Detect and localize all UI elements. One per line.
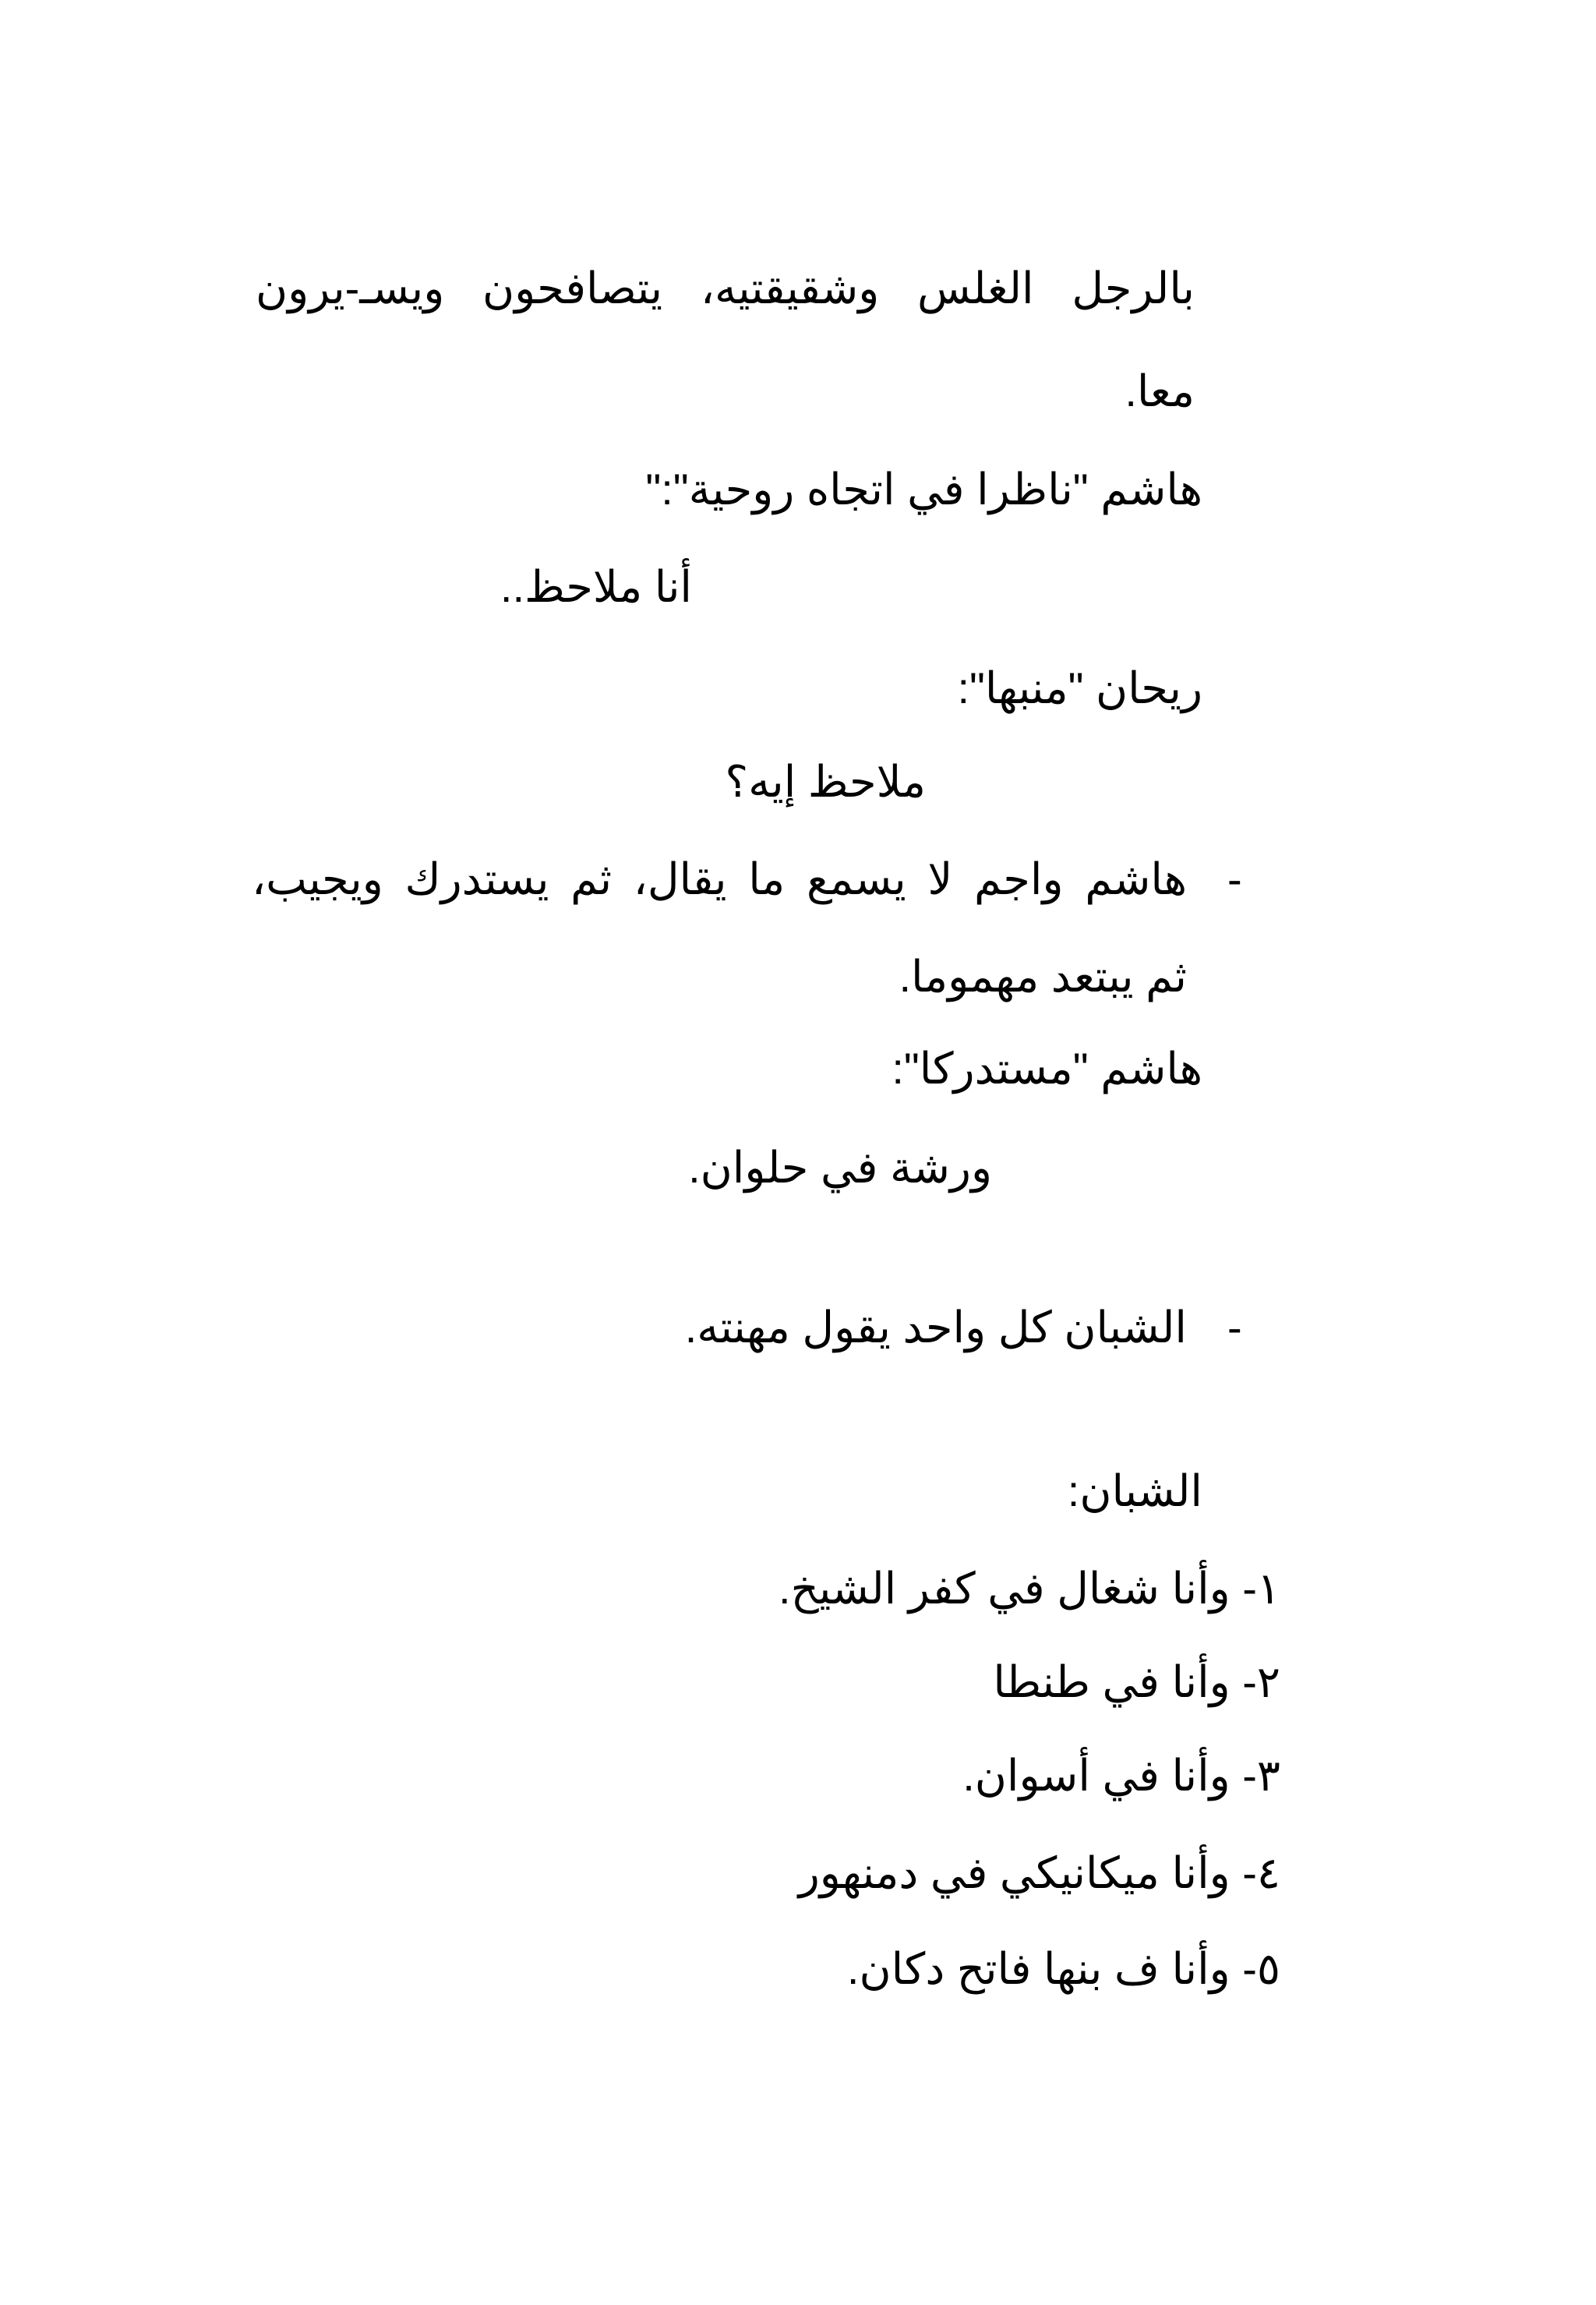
stage-direction-line: الشبان كل واحد يقول مهنته. — [684, 1303, 1187, 1352]
dialogue-line: ورشة في حلوان. — [688, 1143, 992, 1192]
list-dash-marker: - — [1227, 1303, 1242, 1352]
dialogue-line: أنا ملاحظ.. — [500, 562, 692, 611]
list-dash-marker: - — [1227, 854, 1242, 903]
numbered-dialogue-4: ٤- وأنا ميكانيكي في دمنهور — [798, 1848, 1280, 1897]
stage-direction-line-2: معا. — [1125, 366, 1195, 415]
numbered-dialogue-2: ٢- وأنا في طنطا — [993, 1657, 1280, 1706]
numbered-dialogue-3: ٣- وأنا في أسوان. — [962, 1751, 1280, 1800]
stage-direction-line: ثم يبتعد مهموما. — [899, 952, 1187, 1001]
stage-direction-line: هاشم واجم لا يسمع ما يقال، ثم يستدرك ويجيب، — [252, 854, 1187, 903]
stage-direction-line-1: بالرجل الغلس وشقيقتيه، يتصافحون ويسـ-يرون — [256, 263, 1195, 313]
character-cue-hashem: هاشم "ناظرا في اتجاه روحية":" — [645, 465, 1202, 514]
character-cue-hashem: هاشم "مستدركا": — [892, 1044, 1202, 1093]
numbered-dialogue-5: ٥- وأنا ف بنها فاتح دكان. — [846, 1944, 1280, 1993]
dialogue-line: ملاحظ إيه؟ — [725, 757, 926, 806]
character-cue-youths: الشبان: — [1067, 1466, 1202, 1515]
numbered-dialogue-1: ١- وأنا شغال في كفر الشيخ. — [779, 1564, 1280, 1613]
character-cue-rayhan: ريحان "منبها": — [957, 663, 1202, 712]
